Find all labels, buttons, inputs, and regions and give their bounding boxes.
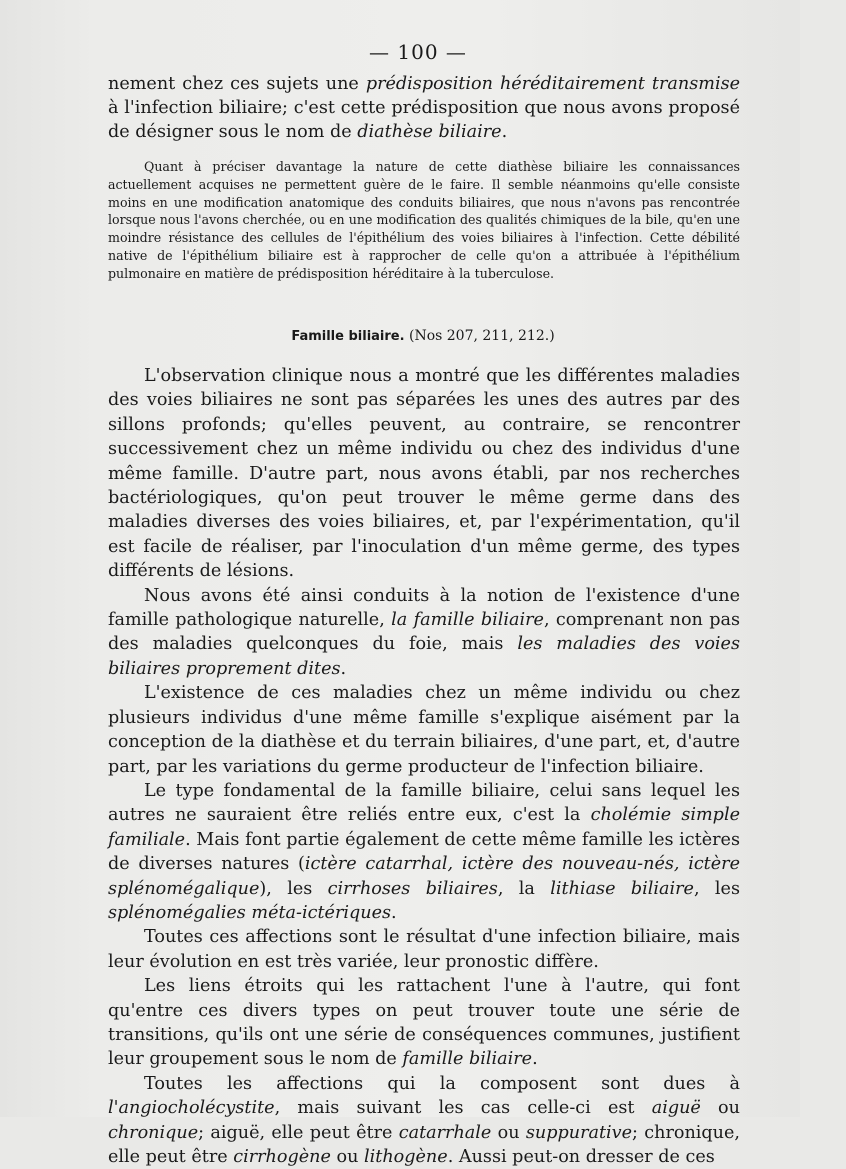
text-run: . [501, 122, 508, 142]
paragraph-5: Toutes ces affections sont le résultat d'une infection biliaire, mais leur évolution en est très variée, leur pronostic diffère. [108, 927, 740, 972]
italic-run: l'angiocholécystite [108, 1098, 275, 1119]
italic-run: suppurative [525, 1122, 633, 1143]
text-run: , les [693, 878, 740, 899]
note-paragraph [108, 158, 740, 283]
text-run: . Mais font partie également de cette même famille les ictères de diverses natures ( [108, 829, 740, 875]
text-run: Le type fondamental de la famille biliaire, celui sans lequel les autres ne sauraient être reliés entre eux, c'est la [108, 780, 740, 826]
italic-run: catarrhale [398, 1122, 492, 1143]
italic-run: diathèse biliaire [357, 122, 502, 142]
paragraph-4 [108, 779, 740, 925]
paragraph-6 [108, 974, 740, 1072]
text-run: Nous avons été ainsi conduits à la notion de l'existence d'une famille pathologique naturelle, [108, 585, 740, 631]
text-run: Les liens étroits qui les rattachent l'une à l'autre, qui font qu'entre ces divers types on peut trouver toute une série de transitions, qu'ils ont une série de conséquences communes, justifient leur groupement sous le nom de [108, 976, 740, 1070]
italic-run: cirrhogène [233, 1147, 331, 1167]
paragraph-3: L'existence de ces maladies chez un même individu ou chez plusieurs individus d'une même famille s'explique aisément par la conception de la diathèse et du terrain biliaires, d'une part, et, d'autre part, par les variations du germe producteur de l'infection biliaire. [108, 683, 740, 777]
italic-run: les maladies des voies biliaires proprement dites [108, 634, 740, 679]
italic-run: splénomégalies méta-ictériques [108, 902, 392, 923]
text-run: , la [497, 878, 551, 899]
text-run: . [340, 658, 347, 679]
text-run: ; aiguë, elle peut être [198, 1122, 399, 1143]
text-run: ou [700, 1098, 740, 1119]
text-run: , comprenant non pas des maladies quelconques du foie, mais [108, 610, 740, 655]
italic-run: prédisposition héréditairement transmise [365, 74, 741, 94]
text-run: , mais suivant les cas celle-ci est [274, 1098, 652, 1119]
section-title: Famille biliaire. [291, 329, 405, 344]
paragraph-7 [108, 1072, 740, 1169]
italic-run: cirrhoses biliaires [327, 878, 498, 899]
text-run: ou [330, 1147, 365, 1167]
text-run: . Aussi peut-on dresser de ces [447, 1147, 715, 1167]
italic-run: cholémie simple familiale [108, 805, 740, 850]
paragraph-2 [108, 584, 740, 682]
text-run: ou [491, 1122, 526, 1143]
italic-run: lithogène [364, 1147, 448, 1167]
text-run: ), les [259, 878, 328, 899]
note-text: Quant à préciser davantage la nature de cette diathèse biliaire les connaissances actuellement acquises ne permettent guère de le faire. Il semble néanmoins qu'elle consiste moins en une modification anatomique des conduits biliaires, que nous n'avons pas rencontrée lorsque nous l'avons cherchée, ou en une modification des qualités chimiques de la bile, qu'en une moindre résistance des cellules de l'épithélium des voies biliaires à l'infection. Cette débilité native de l'épithélium biliaire est à rapprocher de celle qu'on a attribuée à l'épithélium pulmonaire en matière de prédisposition héréditaire à la tuberculose. [108, 159, 740, 281]
text-run: à l'infection biliaire; c'est cette prédisposition que nous avons proposé de désigner sous le nom de [108, 98, 740, 142]
text-run: nement chez ces sujets une [108, 74, 366, 94]
lead-paragraph [108, 72, 740, 144]
text-run: . [391, 902, 397, 923]
italic-run: aiguë [651, 1098, 701, 1119]
paragraph-1: L'observation clinique nous a montré que les différentes maladies des voies biliaires ne sont pas séparées les unes des autres par des sillons profonds; qu'elles peuvent, au contraire, se rencontrer successivement chez un même individu ou chez des individus d'une même famille. D'autre part, nous avons établi, par nos recherches bactériologiques, qu'on peut trouver le même germe dans des maladies diverses des voies biliaires, et, par l'expérimentation, qu'il est facile de réaliser, par l'inoculation d'un même germe, des types différents de lésions. [108, 366, 740, 582]
italic-run: famille biliaire [402, 1049, 533, 1070]
main-text [108, 364, 740, 1169]
italic-run: lithiase biliaire [550, 878, 694, 899]
italic-run: la famille biliaire [391, 610, 544, 631]
page-number: — 100 — [369, 40, 467, 64]
text-run: . [532, 1049, 538, 1070]
italic-run: ictère catarrhal, ictère des nouveau-nés, ictère splénomégalique [108, 854, 740, 899]
italic-run: chronique [108, 1122, 199, 1143]
text-run: Toutes les affections qui la composent sont dues à [144, 1073, 740, 1094]
section-heading [0, 328, 846, 344]
section-references: (Nos 207, 211, 212.) [404, 328, 555, 344]
text-run: ; chronique, elle peut être [108, 1122, 741, 1167]
